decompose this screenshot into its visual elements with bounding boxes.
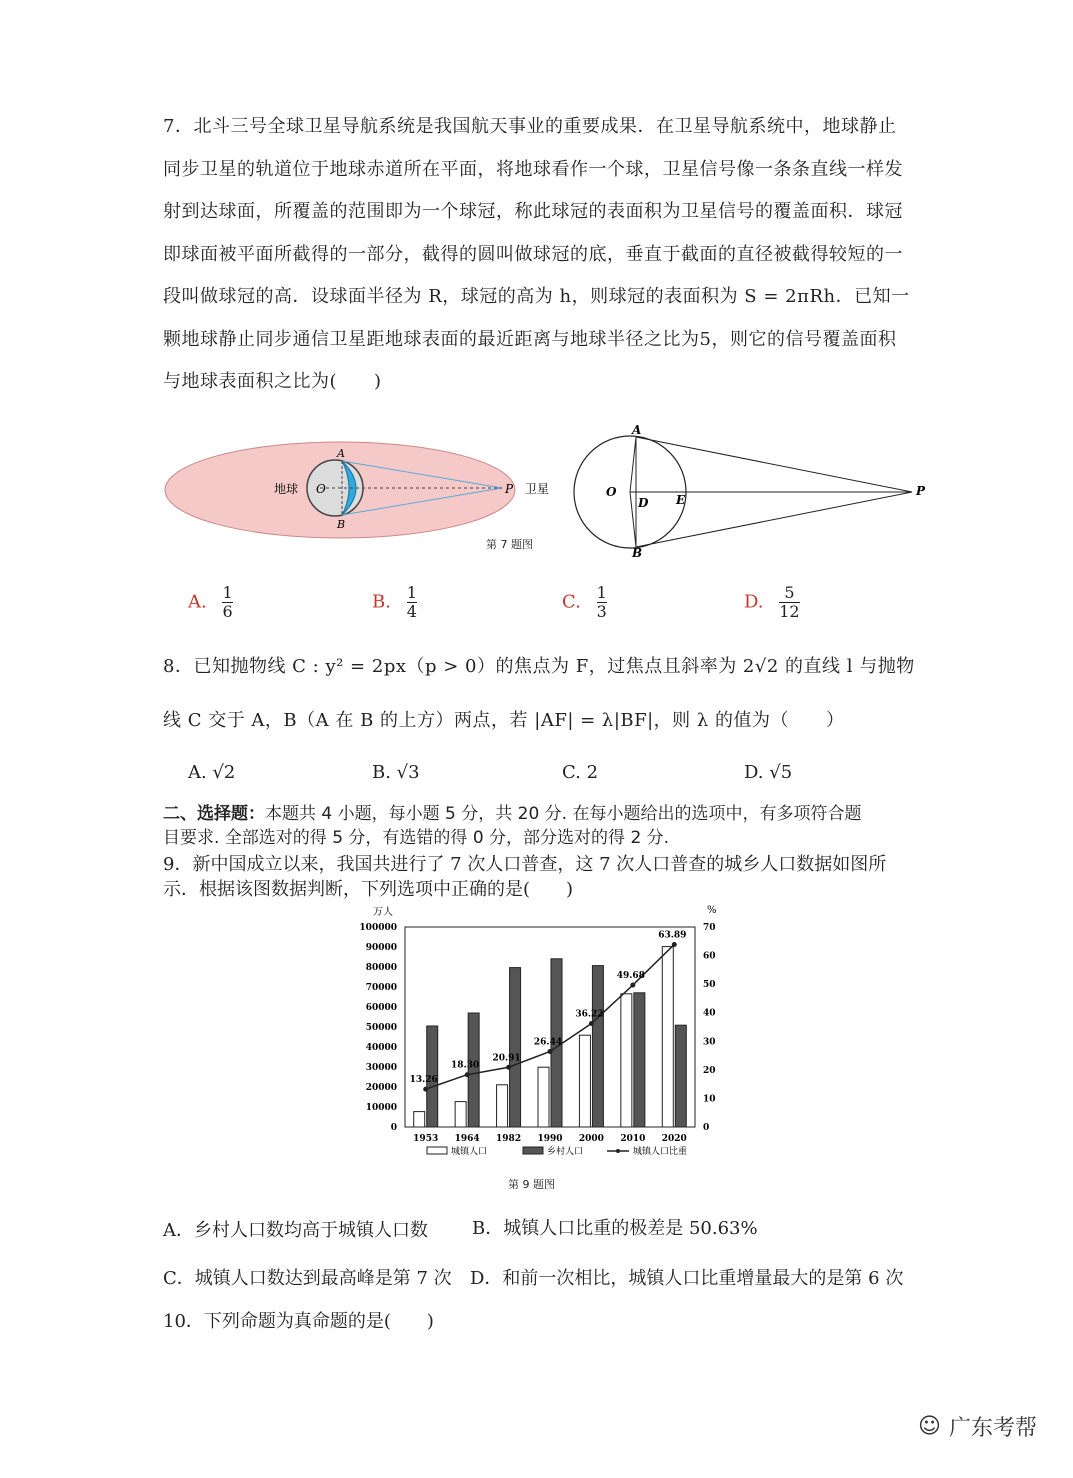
y-tick-left: 0 xyxy=(390,1123,397,1133)
label-b: B xyxy=(632,546,643,560)
q8-line: 8．已知抛物线 C : y² = 2px（p > 0）的焦点为 F，过焦点且斜率为 2√2 的直线 l 与抛物 xyxy=(163,656,915,677)
q7-line: 7．北斗三号全球卫星导航系统是我国航天事业的重要成果．在卫星导航系统中，地球静止 xyxy=(163,116,897,137)
option-letter: D. xyxy=(744,591,764,613)
denominator: 12 xyxy=(779,602,800,621)
q9-option-b[interactable]: B．城镇人口比重的极差是 50.63% xyxy=(472,1218,758,1239)
q7-option-a[interactable] xyxy=(188,584,233,621)
numerator: 1 xyxy=(596,583,607,602)
q8-option-d[interactable]: D. √5 xyxy=(744,762,793,783)
bar-urban xyxy=(538,1067,549,1127)
option-letter: C. xyxy=(562,591,581,613)
q9-text xyxy=(163,852,923,902)
q7-figure-right xyxy=(566,424,936,560)
fraction xyxy=(779,584,799,621)
label-b: B xyxy=(337,518,346,531)
fraction xyxy=(222,584,232,621)
data-label: 13.26 xyxy=(409,1075,438,1086)
q7-figure-caption: 第 7 题图 xyxy=(486,538,533,551)
q7-line: 与地球表面积之比为( ) xyxy=(163,371,382,392)
bar-urban xyxy=(579,1035,590,1127)
q7-figure-left xyxy=(160,440,560,540)
point-urban-ratio xyxy=(589,1021,594,1026)
legend-swatch-rural xyxy=(523,1147,543,1154)
point-urban-ratio xyxy=(548,1049,553,1054)
q7-option-d[interactable] xyxy=(744,584,800,621)
label-a: A xyxy=(632,424,642,437)
y-tick-left: 80000 xyxy=(365,963,397,973)
q7-option-c[interactable] xyxy=(562,584,607,621)
y-tick-right: 70 xyxy=(703,923,716,933)
q9-figure-caption: 第 9 题图 xyxy=(508,1178,555,1191)
numerator: 1 xyxy=(222,583,233,602)
y-tick-left: 90000 xyxy=(365,943,397,953)
point-urban-ratio xyxy=(465,1072,470,1077)
section-title: 二、选择题： xyxy=(163,804,265,824)
q7-option-b[interactable] xyxy=(372,584,417,621)
q9-option-c[interactable]: C．城镇人口数达到最高峰是第 7 次 xyxy=(163,1268,452,1289)
y-tick-right: 60 xyxy=(703,951,716,962)
x-tick: 2010 xyxy=(620,1134,646,1144)
y-tick-right: 20 xyxy=(703,1065,716,1076)
q7-line: 段叫做球冠的高．设球面半径为 R，球冠的高为 h，则球冠的表面积为 S = 2πRh．已知一 xyxy=(163,286,910,307)
y-tick-left: 100000 xyxy=(359,923,397,933)
q9-option-d[interactable]: D．和前一次相比，城镇人口比重增量最大的是第 6 次 xyxy=(470,1268,904,1289)
bar-rural xyxy=(675,1025,686,1127)
q8-text xyxy=(163,640,923,748)
label-o: O xyxy=(316,482,326,496)
q9-line: 9．新中国成立以来，我国共进行了 7 次人口普查，这 7 次人口普查的城乡人口数据如图所 xyxy=(163,854,887,875)
bar-urban xyxy=(662,947,673,1127)
data-label: 26.44 xyxy=(533,1037,563,1048)
q8-option-b[interactable]: B. √3 xyxy=(372,762,420,783)
y-tick-right: 0 xyxy=(703,1123,710,1133)
y-tick-left: 20000 xyxy=(365,1083,397,1093)
y-tick-left: 60000 xyxy=(365,1003,397,1013)
label-p: P xyxy=(505,482,514,496)
x-tick: 1964 xyxy=(454,1134,480,1144)
y-tick-left: 10000 xyxy=(365,1103,397,1113)
denominator: 6 xyxy=(222,602,233,621)
watermark xyxy=(918,1411,1037,1442)
point-urban-ratio xyxy=(423,1087,428,1092)
x-tick: 1982 xyxy=(496,1134,522,1144)
x-tick: 2000 xyxy=(578,1134,604,1144)
point-urban-ratio xyxy=(630,983,635,988)
q9-line: 示．根据该图数据判断，下列选项中正确的是( ) xyxy=(163,879,574,900)
q7-line: 射到达球面，所覆盖的范围即为一个球冠，称此球冠的表面积为卫星信号的覆盖面积．球冠 xyxy=(163,201,903,222)
y-tick-left: 30000 xyxy=(365,1063,397,1073)
bar-urban xyxy=(621,994,632,1127)
x-tick: 1990 xyxy=(537,1134,563,1144)
section-desc: 目要求. 全部选对的得 5 分，有选错的得 0 分，部分选对的得 2 分. xyxy=(163,828,670,848)
y-tick-right: 50 xyxy=(703,980,716,991)
x-tick: 1953 xyxy=(413,1134,439,1144)
plot-frame xyxy=(405,927,695,1127)
satellite-label: 卫星 xyxy=(525,482,550,496)
q7-line: 同步卫星的轨道位于地球赤道所在平面，将地球看作一个球，卫星信号像一条条直线一样发 xyxy=(163,158,903,180)
population-chart xyxy=(345,902,735,1172)
label-p: P xyxy=(916,484,926,498)
legend-label-ratio: 城镇人口比重 xyxy=(633,1147,688,1157)
bar-rural xyxy=(634,993,645,1127)
y-tick-right: 10 xyxy=(703,1094,716,1105)
wechat-icon: ☺ xyxy=(918,1414,941,1439)
section-2-heading xyxy=(163,802,923,850)
y-axis-left-label: 万人 xyxy=(373,907,393,918)
label-o: O xyxy=(606,485,617,499)
q7-text xyxy=(163,106,923,404)
numerator: 5 xyxy=(784,583,795,602)
option-letter: B. xyxy=(372,591,391,613)
data-label: 20.91 xyxy=(492,1053,521,1064)
option-letter: A. xyxy=(188,591,207,613)
line-ao xyxy=(630,437,636,492)
bar-urban xyxy=(455,1102,466,1127)
denominator: 3 xyxy=(596,602,607,621)
label-d: D xyxy=(638,496,649,510)
q7-line: 颗地球静止同步通信卫星距地球表面的最近距离与地球半径之比为5，则它的信号覆盖面积 xyxy=(163,328,897,350)
q8-option-a[interactable]: A. √2 xyxy=(188,762,236,783)
label-a: A xyxy=(337,447,345,460)
section-desc: 本题共 4 小题，每小题 5 分，共 20 分. 在每小题给出的选项中，有多项符合题 xyxy=(265,804,862,824)
q8-option-c[interactable]: C. 2 xyxy=(562,762,599,783)
bar-urban xyxy=(497,1085,508,1127)
data-label: 49.68 xyxy=(616,971,645,982)
y-tick-left: 50000 xyxy=(365,1023,397,1033)
bar-urban xyxy=(414,1112,425,1127)
legend-swatch-point xyxy=(616,1149,620,1153)
fraction xyxy=(407,584,417,621)
numerator: 1 xyxy=(406,583,417,602)
bar-rural xyxy=(592,966,603,1127)
q8-line: 线 C 交于 A，B（A 在 B 的上方）两点，若 |AF| = λ|BF|，则 λ 的值为（ ） xyxy=(163,710,845,731)
x-tick: 2020 xyxy=(661,1134,687,1144)
y-tick-left: 70000 xyxy=(365,983,397,993)
legend-label-rural: 乡村人口 xyxy=(547,1147,584,1157)
data-label: 63.89 xyxy=(658,930,687,941)
bar-rural xyxy=(510,968,521,1127)
legend-swatch-urban xyxy=(427,1147,447,1154)
label-e: E xyxy=(676,493,686,507)
line-ap xyxy=(636,437,912,492)
y-tick-right: 40 xyxy=(703,1008,716,1019)
q7-line: 即球面被平面所截得的一部分，截得的圆叫做球冠的底，垂直于截面的直径被截得较短的一 xyxy=(163,243,903,265)
data-label: 18.30 xyxy=(451,1060,480,1071)
data-label: 36.22 xyxy=(575,1009,604,1020)
earth-label: 地球 xyxy=(274,482,299,496)
y-tick-left: 40000 xyxy=(365,1043,397,1053)
fraction xyxy=(597,584,607,621)
q10-text: 10．下列命题为真命题的是( ) xyxy=(163,1311,434,1332)
q9-option-a[interactable]: A．乡村人口数均高于城镇人口数 xyxy=(163,1220,428,1241)
point-urban-ratio xyxy=(506,1065,511,1070)
watermark-text: 广东考帮 xyxy=(948,1416,1037,1441)
legend-label-urban: 城镇人口 xyxy=(451,1147,488,1157)
denominator: 4 xyxy=(406,602,417,621)
y-axis-right-label: % xyxy=(707,905,717,916)
line-bo xyxy=(630,492,636,547)
point-urban-ratio xyxy=(672,942,677,947)
y-tick-right: 30 xyxy=(703,1037,716,1048)
